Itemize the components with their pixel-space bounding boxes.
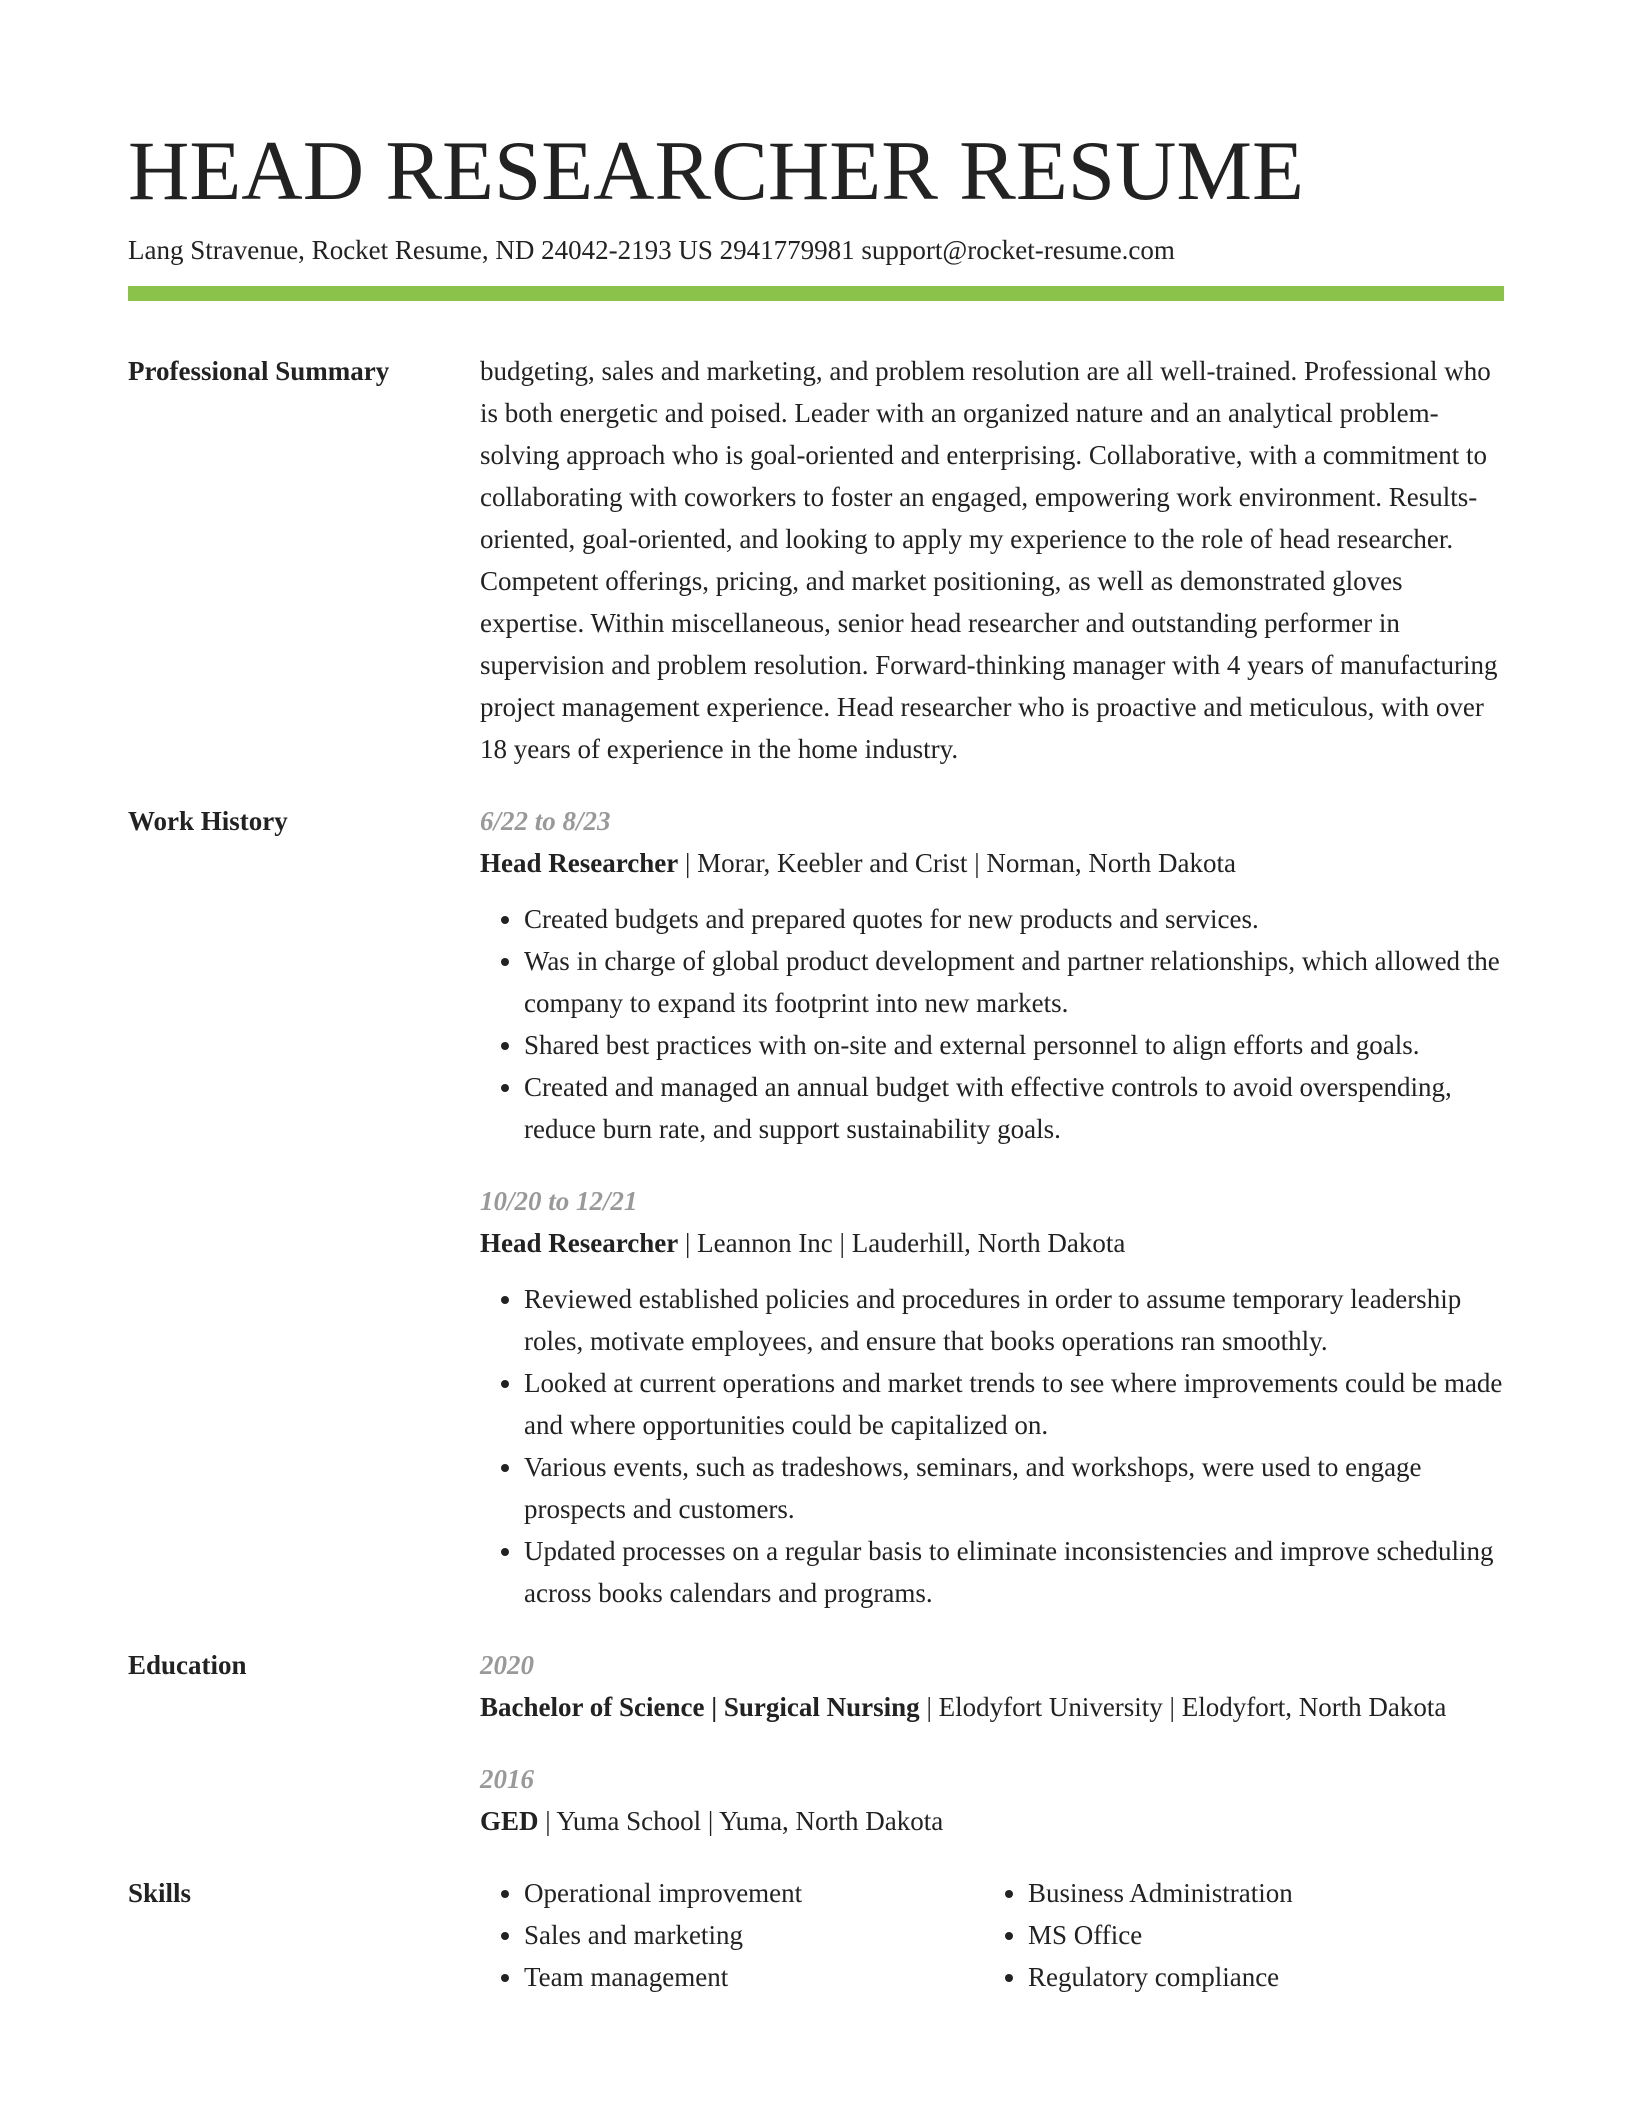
section-content — [480, 350, 1504, 770]
list-item: • Created budgets and prepared quotes for new products and services. — [524, 898, 1504, 940]
list-item: • Shared best practices with on-site and external personnel to align efforts and goals. — [524, 1024, 1504, 1066]
education-heading — [480, 1686, 1504, 1728]
list-item: • Updated processes on a regular basis to eliminate inconsistencies and improve scheduling across books calendars and programs. — [524, 1530, 1504, 1614]
degree-name: GED — [480, 1806, 539, 1836]
job-heading — [480, 1222, 1504, 1264]
skill-item: • MS Office — [1028, 1914, 1488, 1956]
section-content — [480, 1644, 1504, 1842]
job-details: | Leannon Inc | Lauderhill, North Dakota — [678, 1228, 1126, 1258]
work-history-section — [128, 800, 1504, 1614]
education-entry — [480, 1644, 1504, 1728]
job-entry — [480, 1180, 1504, 1614]
section-label: Education — [128, 1650, 247, 1680]
job-details: | Morar, Keebler and Crist | Norman, North Dakota — [678, 848, 1237, 878]
degree-name: Bachelor of Science | Surgical Nursing — [480, 1692, 920, 1722]
list-item: • Reviewed established policies and procedures in order to assume temporary leadership roles, motivate employees, and ensure that books operations ran smoothly. — [524, 1278, 1504, 1362]
skill-item: • Sales and marketing — [524, 1914, 984, 1956]
education-section — [128, 1644, 1504, 1842]
education-year: 2020 — [480, 1650, 534, 1680]
section-label: Professional Summary — [128, 356, 390, 386]
education-heading — [480, 1800, 1504, 1842]
resume-sections — [128, 350, 1504, 2028]
job-dates: 6/22 to 8/23 — [480, 806, 611, 836]
skill-item: • Business Administration — [1028, 1872, 1488, 1914]
section-label: Skills — [128, 1878, 192, 1908]
job-dates: 10/20 to 12/21 — [480, 1186, 638, 1216]
skills-column-right — [984, 1872, 1488, 1998]
summary-text: budgeting, sales and marketing, and problem resolution are all well-trained. Professional who is both energetic and poised. Leader with an organized nature and an analytical problem-solving approach who is goal-oriented and enterprising. Collaborative, with a commitment to collaborating with coworkers to foster an engaged, empowering work environment. Results-oriented, goal-oriented, and looking to apply my experience to the role of head researcher. Competent offerings, pricing, and market positioning, as well as demonstrated gloves expertise. Within miscellaneous, senior head researcher and outstanding performer in supervision and problem resolution. Forward-thinking manager with 4 years of manufacturing project management experience. Head researcher who is proactive and meticulous, with over 18 years of experience in the home industry. — [480, 356, 1498, 764]
skills-columns — [480, 1872, 1504, 1998]
list-item: • Was in charge of global product development and partner relationships, which allowed the company to expand its footprint into new markets. — [524, 940, 1504, 1024]
education-year: 2016 — [480, 1764, 534, 1794]
job-title: Head Researcher — [480, 1228, 679, 1258]
list-item: • Looked at current operations and market trends to see where improvements could be made and where opportunities could be capitalized on. — [524, 1362, 1504, 1446]
job-bullets — [480, 898, 1504, 1150]
skill-item: • Operational improvement — [524, 1872, 984, 1914]
education-details: | Yuma School | Yuma, North Dakota — [538, 1806, 944, 1836]
accent-rule — [128, 286, 1504, 301]
section-content — [480, 800, 1504, 1614]
job-title: Head Researcher — [480, 848, 679, 878]
education-details: | Elodyfort University | Elodyfort, North Dakota — [919, 1692, 1447, 1722]
resume-title: HEAD RESEARCHER RESUME — [128, 124, 1304, 218]
section-label: Work History — [128, 806, 288, 836]
education-entry — [480, 1758, 1504, 1842]
skill-item: • Team management — [524, 1956, 984, 1998]
job-heading — [480, 842, 1504, 884]
list-item: • Various events, such as tradeshows, seminars, and workshops, were used to engage prospects and customers. — [524, 1446, 1504, 1530]
professional-summary-section — [128, 350, 1504, 770]
contact-line: Lang Stravenue, Rocket Resume, ND 24042-2193 US 2941779981 support@rocket-resume.com — [128, 235, 1175, 265]
skills-section — [128, 1872, 1504, 1998]
list-item: • Created and managed an annual budget with effective controls to avoid overspending, reduce burn rate, and support sustainability goals. — [524, 1066, 1504, 1150]
skill-item: • Regulatory compliance — [1028, 1956, 1488, 1998]
job-entry — [480, 800, 1504, 1150]
job-bullets — [480, 1278, 1504, 1614]
skills-column-left — [480, 1872, 984, 1998]
